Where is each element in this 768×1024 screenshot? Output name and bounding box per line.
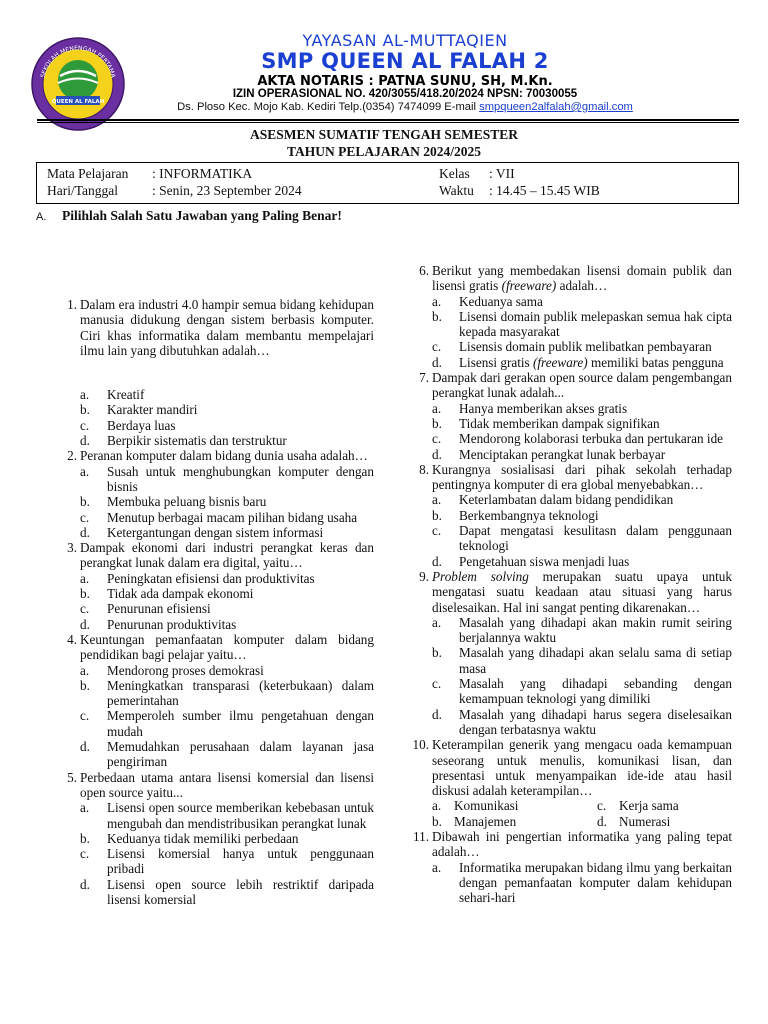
exam-info-box xyxy=(36,162,739,204)
option-letter: d. xyxy=(597,813,607,829)
option-d xyxy=(80,525,374,540)
questions-left-column xyxy=(56,297,374,907)
options xyxy=(432,492,732,568)
option-letter: b. xyxy=(432,645,442,661)
option-a xyxy=(80,387,374,402)
question-text: Dalam era industri 4.0 hampir semua bidang kehidupan manusia didukung dengan sistem berbasis komputer. Ciri khas informatika dalam membantu mempelajari ilmu lain yang dibutuhkan adalah… xyxy=(80,297,374,358)
questions-right-column xyxy=(408,263,732,905)
option-letter: b. xyxy=(432,813,442,829)
options xyxy=(80,387,374,448)
option-letter: b. xyxy=(80,677,90,693)
school-logo xyxy=(30,36,126,132)
option-letter: b. xyxy=(432,415,442,431)
question-text: Problem solving merupakan suatu upaya untuk mengatasi suatu keadaan atau situasi yang harus diselesaikan. Hal ini sangat penting dikarenakan… xyxy=(432,568,732,615)
option-letter: c. xyxy=(80,708,90,724)
options xyxy=(432,401,732,462)
option-text: Keterlambatan dalam bidang pendidikan xyxy=(459,492,674,508)
option-b xyxy=(432,416,732,431)
options xyxy=(80,571,374,632)
option-text: Memperoleh sumber ilmu pengetahuan dengan mudah xyxy=(107,708,374,739)
option-letter: d. xyxy=(80,433,90,449)
option-b xyxy=(432,814,597,829)
header-rule-thick xyxy=(37,119,739,121)
option-d xyxy=(432,447,732,462)
option-c xyxy=(432,523,732,554)
option-b xyxy=(432,309,732,340)
option-letter: a. xyxy=(80,463,90,479)
email-link[interactable]: smpqueen2alfalah@gmail.com xyxy=(479,101,633,113)
option-letter: d. xyxy=(432,354,442,370)
option-b xyxy=(80,678,374,709)
question-number: 9. xyxy=(419,568,429,584)
question-text: Kurangnya sosialisasi dari pihak sekolah terhadap pentingnya komputer di era global menyebabkan… xyxy=(432,461,732,493)
notary-line: AKTA NOTARIS : PATNA SUNU, SH, M.Kn. xyxy=(257,74,553,89)
option-a xyxy=(432,492,732,507)
options xyxy=(80,663,374,770)
option-b xyxy=(80,494,374,509)
option-b xyxy=(80,402,374,417)
question-1 xyxy=(56,297,374,448)
option-letter: c. xyxy=(80,601,90,617)
option-letter: a. xyxy=(432,798,442,814)
question-number: 8. xyxy=(419,461,429,477)
class-value: : VII xyxy=(489,166,515,181)
option-d xyxy=(80,433,374,448)
address-text: Ds. Ploso Kec. Mojo Kab. Kediri Telp.(0354) 7474099 E-mail xyxy=(177,101,476,113)
option-b xyxy=(80,586,374,601)
time-label: Waktu xyxy=(439,183,474,198)
option-text: Masalah yang dihadapi akan selalu sama di setiap masa xyxy=(459,645,732,676)
option-text: Susah untuk menghubungkan komputer dengan bisnis xyxy=(107,463,374,494)
option-c xyxy=(432,339,732,354)
option-text: Masalah yang dihadapi harus segera diselesaikan dengan terbatasnya waktu xyxy=(459,706,732,737)
question-number: 4. xyxy=(67,631,77,647)
option-text: Manajemen xyxy=(454,813,517,829)
question-7 xyxy=(408,370,732,462)
option-text: Penurunan efisiensi xyxy=(107,601,211,617)
class-label: Kelas xyxy=(439,166,470,181)
option-text: Tidak ada dampak ekonomi xyxy=(107,586,254,602)
option-text: Informatika merupakan bidang ilmu yang berkaitan dengan pemanfaatan komputer dalam kehidupan sehari-hari xyxy=(459,859,732,906)
question-number: 6. xyxy=(419,263,429,278)
option-a xyxy=(80,571,374,586)
option-a xyxy=(432,401,732,416)
option-d xyxy=(432,554,732,569)
option-a xyxy=(80,800,374,831)
option-letter: b. xyxy=(80,402,90,418)
option-c xyxy=(80,510,374,525)
address-line xyxy=(170,101,640,113)
option-c xyxy=(597,798,747,813)
section-instruction: Pilihlah Salah Satu Jawaban yang Paling Benar! xyxy=(62,208,342,223)
question-number: 1. xyxy=(67,297,77,312)
option-letter: c. xyxy=(432,523,442,539)
question-6 xyxy=(408,263,732,370)
option-d xyxy=(80,877,374,908)
option-letter: d. xyxy=(80,739,90,755)
option-text: Lisensi komersial hanya untuk penggunaan pribadi xyxy=(107,846,374,877)
option-text: Lisensi domain publik melepaskan semua hak cipta kepada masyarakat xyxy=(459,308,732,340)
question-5 xyxy=(56,770,374,908)
option-letter: b. xyxy=(432,507,442,523)
option-letter: a. xyxy=(432,492,442,508)
option-letter: b. xyxy=(80,494,90,510)
option-d xyxy=(432,707,732,738)
option-text: Kerja sama xyxy=(619,798,679,814)
question-10 xyxy=(408,737,732,829)
question-number: 11. xyxy=(413,828,429,844)
option-letter: a. xyxy=(432,293,442,309)
option-letter: c. xyxy=(80,509,90,525)
option-text: Membuka peluang bisnis baru xyxy=(107,494,267,510)
option-letter: a. xyxy=(432,614,442,630)
option-letter: d. xyxy=(432,446,442,462)
question-2 xyxy=(56,448,374,540)
option-text: Pengetahuan siswa menjadi luas xyxy=(459,553,630,569)
option-c xyxy=(80,708,374,739)
section-a-heading xyxy=(36,208,342,224)
question-text: Dampak ekonomi dari industri perangkat keras dan perangkat lunak dalam era digital, yaitu… xyxy=(80,540,374,571)
option-a xyxy=(432,294,732,309)
option-letter: d. xyxy=(80,616,90,632)
option-letter: c. xyxy=(432,676,442,692)
option-text: Karakter mandiri xyxy=(107,402,198,418)
option-letter: c. xyxy=(432,431,442,447)
time-value: : 14.45 – 15.45 WIB xyxy=(489,183,600,198)
exam-year: TAHUN PELAJARAN 2024/2025 xyxy=(286,144,481,159)
option-letter: a. xyxy=(80,570,90,586)
options xyxy=(432,294,732,370)
option-c xyxy=(80,601,374,616)
question-number: 7. xyxy=(419,370,429,386)
question-4 xyxy=(56,632,374,770)
option-text: Berpikir sistematis dan terstruktur xyxy=(107,433,287,449)
question-number: 5. xyxy=(67,769,77,785)
question-text: Keterampilan generik yang mengacu oada kemampuan seseorang untuk menulis, komunikasi lisan, dan presentasi untuk menyampaikan ide-ide atau hasil diskusi adalah keterampilan… xyxy=(432,737,732,799)
option-text: Hanya memberikan akses gratis xyxy=(459,400,628,416)
header-rule-thin xyxy=(37,122,739,123)
option-text: Keduanya tidak memiliki perbedaan xyxy=(107,830,299,846)
school-name: SMP QUEEN AL FALAH 2 xyxy=(261,49,549,73)
option-text: Menutup berbagai macam pilihan bidang usaha xyxy=(107,509,358,525)
option-letter: d. xyxy=(80,524,90,540)
option-b xyxy=(80,831,374,846)
option-text: Lisensi open source memberikan kebebasan untuk mengubah dan mendistribusikan perangkat lunak xyxy=(107,800,374,831)
option-c xyxy=(432,431,732,446)
question-8 xyxy=(408,462,732,569)
option-text: Tidak memberikan dampak signifikan xyxy=(459,415,660,431)
option-text: Komunikasi xyxy=(454,798,519,814)
options xyxy=(432,615,732,737)
question-number: 2. xyxy=(67,448,77,464)
option-text: Meningkatkan transparasi (keterbukaan) dalam pemerintahan xyxy=(107,677,374,709)
option-letter: c. xyxy=(432,339,442,355)
option-text: Kreatif xyxy=(107,387,145,403)
option-d xyxy=(597,814,747,829)
options xyxy=(432,798,732,829)
option-text: Peningkatan efisiensi dan produktivitas xyxy=(107,570,315,586)
option-text: Ketergantungan dengan sistem informasi xyxy=(107,524,324,540)
option-c xyxy=(80,846,374,877)
option-letter: b. xyxy=(80,586,90,602)
option-text: Menciptakan perangkat lunak berbayar xyxy=(459,446,666,462)
option-c xyxy=(80,418,374,433)
option-text: Masalah yang dihadapi akan makin rumit seiring berjalannya waktu xyxy=(459,614,732,646)
option-text: Mendorong kolaborasi terbuka dan pertukaran ide xyxy=(459,431,724,447)
option-letter: a. xyxy=(80,800,90,816)
option-text: Dapat mengatasi kesulitasn dalam penggunaan teknologi xyxy=(459,523,732,554)
option-letter: a. xyxy=(432,859,442,875)
question-number: 3. xyxy=(67,540,77,556)
option-text: Mendorong proses demokrasi xyxy=(107,662,264,678)
option-letter: a. xyxy=(80,387,90,403)
option-text: Lisensis domain publik melibatkan pembayaran xyxy=(459,339,712,355)
question-3 xyxy=(56,540,374,632)
option-text: Memudahkan perusahaan dalam layanan jasa pengiriman xyxy=(107,739,374,770)
exam-title: ASESMEN SUMATIF TENGAH SEMESTER xyxy=(250,127,518,142)
option-text: Lisensi open source lebih restriktif daripada lisensi komersial xyxy=(107,876,374,907)
option-b xyxy=(432,508,732,523)
foundation-name: YAYASAN AL-MUTTAQIEN xyxy=(302,31,508,50)
option-text: Keduanya sama xyxy=(459,293,543,309)
question-text: Perbedaan utama antara lisensi komersial dan lisensi open source yaitu... xyxy=(80,769,374,800)
option-letter: c. xyxy=(80,846,90,862)
question-9 xyxy=(408,569,732,737)
option-letter: d. xyxy=(432,706,442,722)
logo-text: QUEEN AL FALAH xyxy=(51,99,105,105)
logo-ring-text: SEKOLAH MENENGAH PERTAMA xyxy=(39,44,117,79)
question-text: Berikut yang membedakan lisensi domain publik dan lisensi gratis (freeware) adalah… xyxy=(432,263,732,294)
option-letter: d. xyxy=(432,553,442,569)
question-number: 10. xyxy=(412,737,429,753)
subject-value: : INFORMATIKA xyxy=(152,166,253,181)
question-text: Dibawah ini pengertian informatika yang paling tepat adalah… xyxy=(432,828,732,860)
option-letter: a. xyxy=(80,662,90,678)
option-c xyxy=(432,676,732,707)
option-text: Penurunan produktivitas xyxy=(107,616,237,632)
question-text: Dampak dari gerakan open source dalam pengembangan perangkat lunak adalah... xyxy=(432,370,732,401)
option-letter: c. xyxy=(597,798,607,814)
option-d xyxy=(80,739,374,770)
section-letter: A. xyxy=(36,211,47,223)
question-text: Peranan komputer dalam bidang dunia usaha adalah… xyxy=(80,448,368,464)
option-letter: b. xyxy=(432,308,442,324)
question-11 xyxy=(408,829,732,905)
options xyxy=(80,464,374,540)
option-a xyxy=(80,464,374,495)
date-label: Hari/Tanggal xyxy=(47,183,119,198)
options xyxy=(80,800,374,907)
option-text: Berkembangnya teknologi xyxy=(459,507,599,523)
options xyxy=(432,860,732,906)
option-letter: b. xyxy=(80,830,90,846)
permit-line: IZIN OPERASIONAL NO. 420/3055/418.20/2024 NPSN: 70030055 xyxy=(232,88,578,100)
option-b xyxy=(432,645,732,676)
option-text: Numerasi xyxy=(619,813,671,829)
question-text: Keuntungan pemanfaatan komputer dalam bidang pendidikan bagi pelajar yaitu… xyxy=(80,631,374,663)
option-a xyxy=(432,798,597,813)
option-letter: a. xyxy=(432,400,442,416)
option-text: Masalah yang dihadapi sebanding dengan kemampuan teknologi yang dimiliki xyxy=(459,676,732,707)
date-value: : Senin, 23 September 2024 xyxy=(152,183,302,198)
option-letter: d. xyxy=(80,876,90,892)
option-a xyxy=(80,663,374,678)
subject-label: Mata Pelajaran xyxy=(47,166,129,181)
option-d xyxy=(432,355,732,370)
option-a xyxy=(432,615,732,646)
option-text: Berdaya luas xyxy=(107,417,176,433)
option-letter: c. xyxy=(80,417,90,433)
option-text: Lisensi gratis (freeware) memiliki batas pengguna xyxy=(459,354,724,370)
option-a xyxy=(432,860,732,906)
option-d xyxy=(80,617,374,632)
